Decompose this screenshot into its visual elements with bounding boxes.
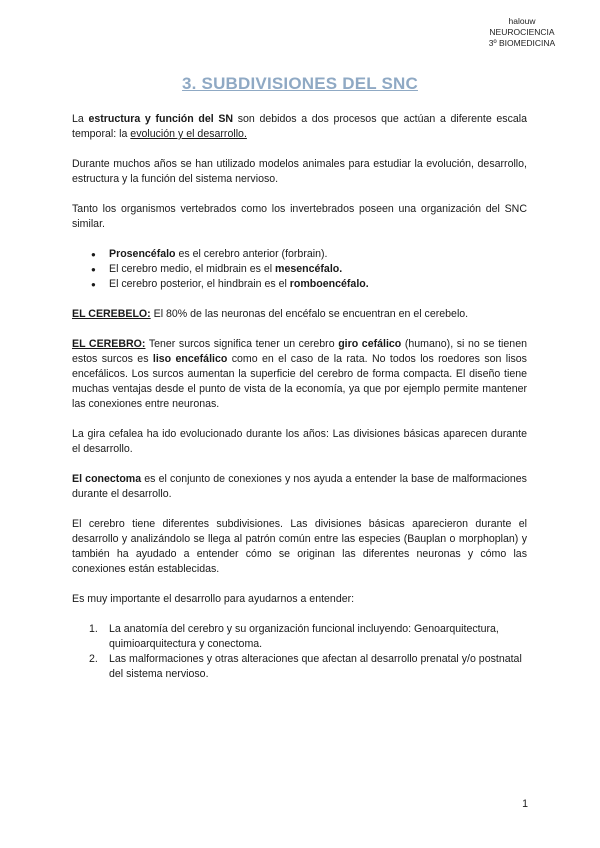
page-header (462, 16, 582, 49)
bold-text: giro cefálico (338, 338, 402, 350)
header-author: halouw (508, 16, 536, 26)
bold-text: Prosencéfalo (109, 248, 176, 260)
list-text: Las malformaciones y otras alteraciones que afectan al desarrollo prenatal y/o postnatal del sistema nervioso. (109, 653, 522, 680)
text: La (72, 113, 89, 125)
header-course: 3º BIOMEDICINA (488, 38, 556, 48)
text: (humano), si no se tienen estos surcos es (72, 338, 527, 365)
paragraph-subdivisions: El cerebro tiene diferentes subdivisiones. Las divisiones básicas aparecieron durante el desarrollo y analizándolo se llega al patrón común entre las especies (Bauplan o morphoplan) y también ha ayudado a entender cómo se originan las diferentes neuronas y cómo las conexiones están establecidas. (72, 518, 527, 575)
text: como en el caso de la rata. No todos los roedores son lisos encefálicos. Los surcos aumentan la superficie del cerebro de forma compacta. El diseño tiene muchas ventajas desde el punto de vista de la economía, ya que por ejemplo permite mantener las conexiones entre neuronas. (72, 353, 527, 410)
list-text: La anatomía del cerebro y su organización funcional incluyendo: Genoarquitectura, quimioarquitectura y conectoma. (109, 623, 499, 650)
list-item (89, 652, 527, 682)
cerebro-label: EL CEREBRO: (72, 338, 146, 350)
text: son debidos a dos procesos que actúan a diferente escala temporal: la (72, 113, 528, 140)
paragraph-organisms: Tanto los organismos vertebrados como los invertebrados poseen una organización del SNC similar. (72, 203, 527, 230)
page-number: 1 (522, 798, 528, 810)
numbered-list (72, 622, 527, 682)
bold-text: liso encefálico (152, 353, 228, 365)
bold-text: estructura y función del SN (88, 113, 234, 125)
list-item (109, 247, 527, 262)
list-number: 2. (89, 653, 98, 665)
text: es el cerebro anterior (forbrain). (175, 248, 328, 260)
text: El 80% de las neuronas del encéfalo se encuentran en el cerebelo. (150, 308, 469, 320)
document-body (72, 112, 527, 682)
paragraph-intro (72, 112, 527, 142)
text: El cerebro posterior, el hindbrain es el (109, 278, 290, 290)
text: El cerebro medio, el midbrain es el (109, 263, 276, 275)
list-item (109, 262, 527, 277)
list-number: 1. (89, 623, 98, 635)
text: es el conjunto de conexiones y nos ayuda a entender la base de malformaciones durante el desarrollo. (72, 473, 527, 500)
paragraph-cerebro (72, 337, 527, 412)
header-subject: NEUROCIENCIA (489, 27, 555, 37)
paragraph-cerebelo (72, 307, 527, 322)
paragraph-models: Durante muchos años se han utilizado modelos animales para estudiar la evolución, desarrollo, estructura y la función del sistema nervioso. (72, 158, 527, 185)
underlined-text: evolución y el desarrollo. (130, 128, 247, 140)
list-item (109, 277, 527, 292)
brain-regions-list (72, 247, 527, 292)
section-title: 3. SUBDIVISIONES DEL SNC (182, 74, 418, 93)
bold-text: mesencéfalo. (275, 263, 343, 275)
paragraph-importance: Es muy importante el desarrollo para ayudarnos a entender: (72, 593, 355, 605)
paragraph-gira: La gira cefalea ha ido evolucionado durante los años: Las divisiones básicas aparecen durante el desarrollo. (72, 428, 527, 455)
bold-text: El conectoma (72, 473, 142, 485)
paragraph-conectoma (72, 472, 527, 502)
text: Tener surcos significa tener un cerebro (145, 338, 339, 350)
cerebelo-label: EL CEREBELO: (72, 308, 151, 320)
bold-text: romboencéfalo. (289, 278, 369, 290)
list-item (89, 622, 527, 652)
